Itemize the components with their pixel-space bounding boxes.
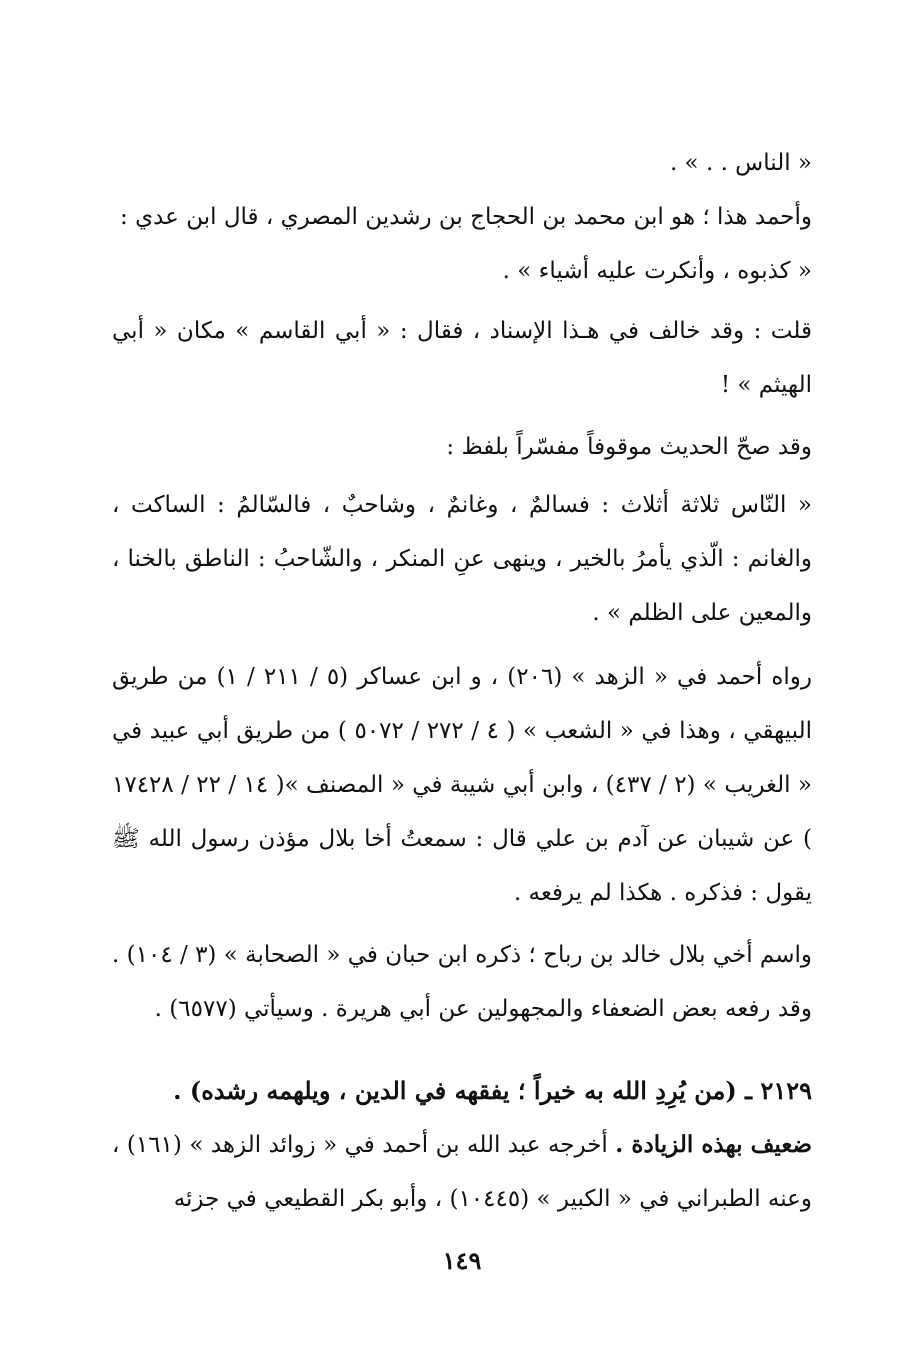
paragraph-5: وقد صحّ الحديث موقوفاً مفسّراً بلفظ : bbox=[446, 434, 812, 460]
page-number: ١٤٩ bbox=[442, 1246, 482, 1275]
paragraph-1: « الناس . . » . bbox=[669, 150, 812, 176]
hadith-heading: ٢١٢٩ ـ (من يُرِدِ الله به خيراً ؛ يفقهه في الدين ، ويلهمه رشده) . bbox=[173, 1076, 812, 1105]
paragraph-7: رواه أحمد في « الزهد » (٢٠٦) ، و ابن عساكر (٥ / ٢١١ / ١) من طريق البيهقي ، وهذا في « الشعب » ( ٤ / ٢٧٢ / ٥٠٧٢ ) من طريق أبي عبيد في « الغريب » (٢ / ٤٣٧) ، وابن أبي شيبة في « المصنف »( ١٤ / ٢٢ / ١٧٤٢٨ ) عن شيبان عن آدم بن علي قال : سمعتُ أخا بلال مؤذن رسول الله ﷺ يقول : فذكره . هكذا لم يرفعه . bbox=[112, 664, 812, 906]
paragraph-6: « النّاس ثلاثة أثلاث : فسالمٌ ، وغانمٌ ، وشاحبٌ ، فالسّالمُ : الساكت ، والغانم : الّذي يأمرُ بالخير ، وينهى عنِ المنكر ، والشّاحبُ : الناطق بالخنا ، والمعين على الظلم » . bbox=[112, 492, 812, 626]
final-rest: أخرجه عبد الله بن أحمد في « زوائد الزهد » (١٦١) ، وعنه الطبراني في « الكبير » (١٠٤٤٥) ، وأبو بكر القطيعي في جزئه bbox=[112, 1132, 812, 1212]
paragraph-3: « كذبوه ، وأنكرت عليه أشياء » . bbox=[502, 258, 812, 284]
paragraph-final bbox=[112, 1118, 812, 1226]
paragraph-2: وأحمد هذا ؛ هو ابن محمد بن الحجاج بن رشدين المصري ، قال ابن عدي : bbox=[120, 204, 812, 230]
final-lead: ضعيف بهذه الزيادة . bbox=[615, 1131, 813, 1158]
paragraph-8: واسم أخي بلال خالد بن رباح ؛ ذكره ابن حبان في « الصحابة » (٣ / ١٠٤) . وقد رفعه بعض الضعفاء والمجهولين عن أبي هريرة . وسيأتي (٦٥٧٧) . bbox=[112, 942, 812, 1022]
page-body bbox=[112, 136, 812, 1234]
paragraph-4: قلت : وقد خالف في هـذا الإسناد ، فقال : « أبي القاسم » مكان « أبي الهيثم » ! bbox=[112, 318, 812, 398]
